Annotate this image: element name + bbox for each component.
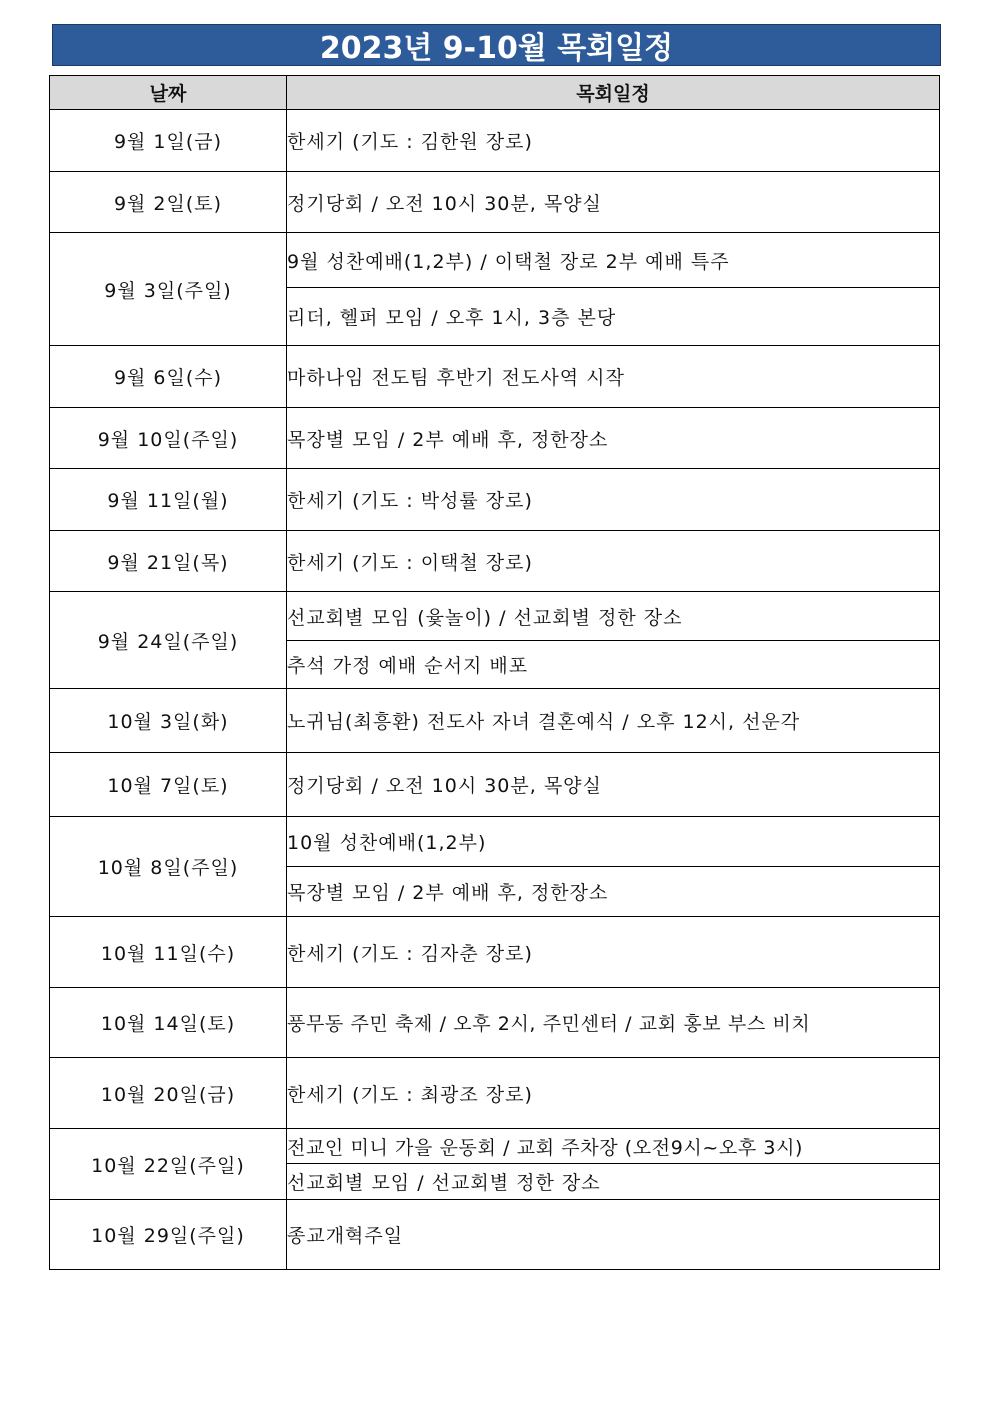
- table-row: [50, 233, 940, 288]
- table-row: [50, 817, 940, 867]
- table-row: [50, 988, 940, 1058]
- schedule-date: 9월 3일(주일): [50, 233, 287, 346]
- table-row: [50, 408, 940, 469]
- table-row: [50, 753, 940, 817]
- schedule-date: 10월 22일(주일): [50, 1129, 287, 1200]
- table-row: [50, 531, 940, 592]
- table-row: [50, 1058, 940, 1129]
- schedule-date: 10월 11일(수): [50, 917, 287, 988]
- table-row: [50, 1200, 940, 1270]
- page-title: 2023년 9-10월 목회일정: [52, 24, 941, 66]
- schedule-event: 선교회별 모임 / 선교회별 정한 장소: [287, 1164, 940, 1200]
- schedule-event: 풍무동 주민 축제 / 오후 2시, 주민센터 / 교회 홍보 부스 비치: [287, 988, 940, 1058]
- date-column-header: 날짜: [50, 76, 287, 110]
- schedule-event: 정기당회 / 오전 10시 30분, 목양실: [287, 753, 940, 817]
- schedule-date: 9월 24일(주일): [50, 592, 287, 689]
- schedule-event: 마하나임 전도팀 후반기 전도사역 시작: [287, 346, 940, 408]
- schedule-event: 노귀님(최흥환) 전도사 자녀 결혼예식 / 오후 12시, 선운각: [287, 689, 940, 753]
- schedule-event: 목장별 모임 / 2부 예배 후, 정한장소: [287, 408, 940, 469]
- schedule-date: 9월 6일(수): [50, 346, 287, 408]
- schedule-date: 10월 7일(토): [50, 753, 287, 817]
- schedule-event: 리더, 헬퍼 모임 / 오후 1시, 3층 본당: [287, 288, 940, 346]
- table-row: [50, 1129, 940, 1164]
- schedule-date: 9월 1일(금): [50, 110, 287, 172]
- table-row: [50, 917, 940, 988]
- schedule-date: 9월 21일(목): [50, 531, 287, 592]
- schedule-event: 추석 가정 예배 순서지 배포: [287, 641, 940, 689]
- table-row: [50, 689, 940, 753]
- schedule-event: 9월 성찬예배(1,2부) / 이택철 장로 2부 예배 특주: [287, 233, 940, 288]
- schedule-date: 10월 3일(화): [50, 689, 287, 753]
- schedule-date: 10월 20일(금): [50, 1058, 287, 1129]
- schedule-event: 전교인 미니 가을 운동회 / 교회 주차장 (오전9시~오후 3시): [287, 1129, 940, 1164]
- schedule-date: 9월 2일(토): [50, 172, 287, 233]
- schedule-event: 10월 성찬예배(1,2부): [287, 817, 940, 867]
- schedule-event: 선교회별 모임 (윷놀이) / 선교회별 정한 장소: [287, 592, 940, 641]
- schedule-date: 10월 29일(주일): [50, 1200, 287, 1270]
- table-row: [50, 172, 940, 233]
- schedule-event: 한세기 (기도 : 박성률 장로): [287, 469, 940, 531]
- schedule-date: 10월 14일(토): [50, 988, 287, 1058]
- table-row: [50, 469, 940, 531]
- schedule-event: 한세기 (기도 : 김자춘 장로): [287, 917, 940, 988]
- table-row: [50, 346, 940, 408]
- event-column-header: 목회일정: [287, 76, 940, 110]
- schedule-event: 종교개혁주일: [287, 1200, 940, 1270]
- schedule-date: 10월 8일(주일): [50, 817, 287, 917]
- schedule-date: 9월 11일(월): [50, 469, 287, 531]
- schedule-date: 9월 10일(주일): [50, 408, 287, 469]
- table-header-row: [50, 76, 940, 110]
- table-row: [50, 592, 940, 641]
- schedule-event: 정기당회 / 오전 10시 30분, 목양실: [287, 172, 940, 233]
- schedule-event: 한세기 (기도 : 김한원 장로): [287, 110, 940, 172]
- table-row: [50, 110, 940, 172]
- schedule-event: 한세기 (기도 : 최광조 장로): [287, 1058, 940, 1129]
- schedule-event: 한세기 (기도 : 이택철 장로): [287, 531, 940, 592]
- schedule-event: 목장별 모임 / 2부 예배 후, 정한장소: [287, 867, 940, 917]
- schedule-table: [49, 75, 940, 1270]
